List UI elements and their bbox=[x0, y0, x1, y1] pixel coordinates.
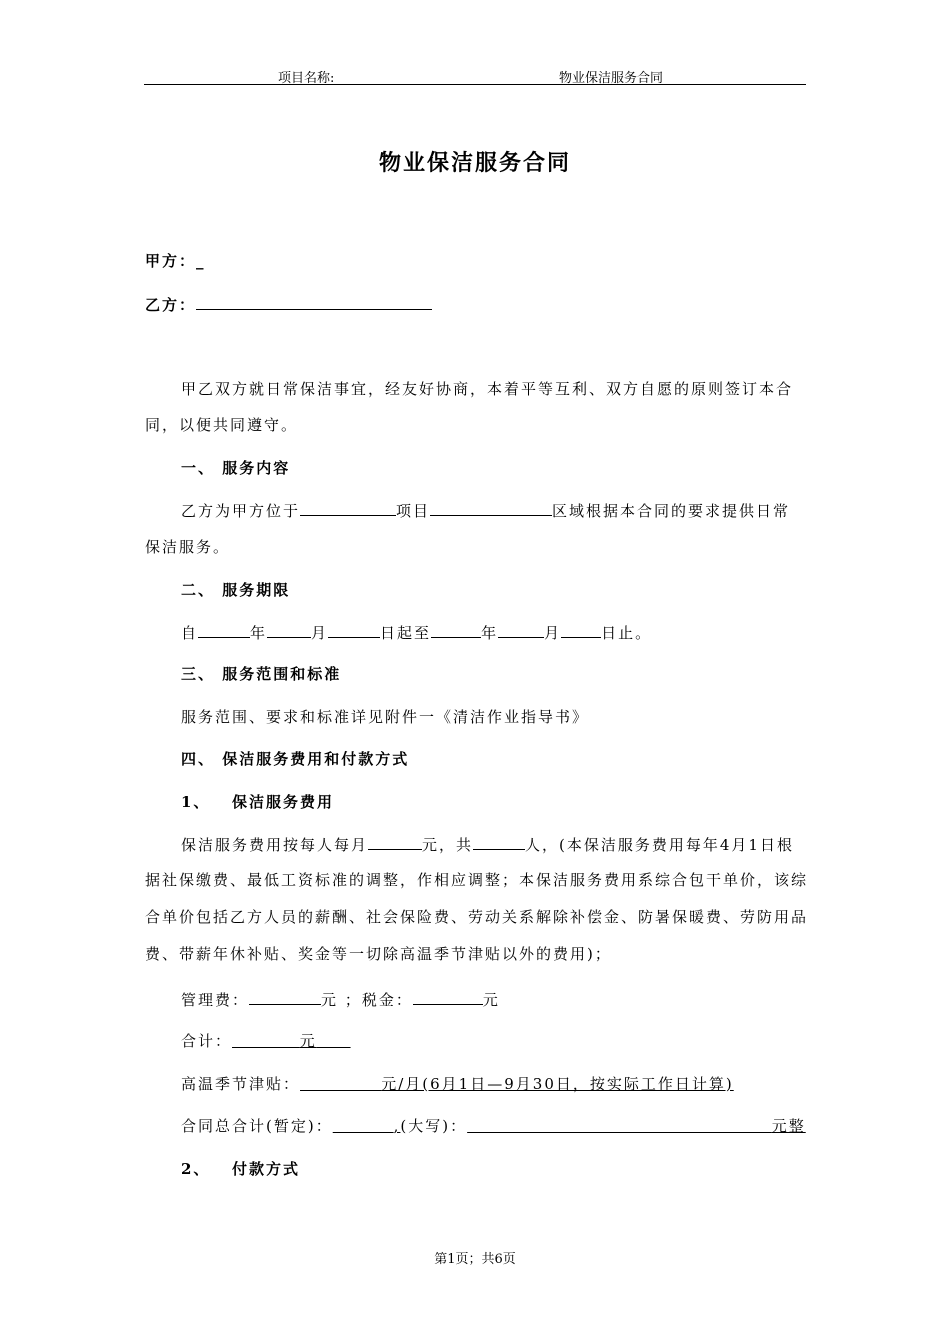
header-doc-title: 物业保洁服务合同 bbox=[559, 71, 664, 86]
start-year-blank bbox=[198, 621, 250, 638]
party-a-label: 甲方： bbox=[145, 252, 197, 270]
management-fee-line: 管理费： 元 ；税金： 元 bbox=[181, 988, 500, 1010]
location-blank bbox=[300, 499, 396, 516]
section-3-body: 服务范围、要求和标准详见附件一《清洁作业指导书》 bbox=[181, 708, 590, 726]
subsection-2-number: 2、 bbox=[181, 1160, 211, 1178]
section-4-heading: 四、 保洁服务费用和付款方式 bbox=[181, 750, 410, 768]
tax-blank bbox=[413, 988, 483, 1005]
grand-total-blank: , bbox=[393, 1117, 401, 1135]
header-divider bbox=[144, 84, 806, 85]
subsection-1-number: 1、 bbox=[181, 793, 211, 811]
service-term-line: 自 年 月 日起至 年 月 日止。 bbox=[181, 621, 652, 643]
party-a-line bbox=[145, 250, 206, 271]
page-title: 物业保洁服务合同 bbox=[378, 150, 571, 176]
subsection-1-title: 保洁服务费用 bbox=[232, 793, 335, 811]
section-1-line-1: 乙方为甲方位于 项目 区域根据本合同的要求提供日常 bbox=[181, 499, 790, 521]
intro-line-1: 甲乙双方就日常保洁事宜，经友好协商，本着平等互利、双方自愿的原则签订本合 bbox=[181, 380, 794, 398]
end-day-blank bbox=[561, 621, 601, 638]
project-blank bbox=[430, 499, 552, 516]
intro-line-2: 同，以便共同遵守。 bbox=[145, 416, 299, 434]
heat-allowance-value: 元/月(6月1日—9月30日，按实际工作日计算) bbox=[381, 1075, 734, 1093]
grand-total-words-blank: 元整 bbox=[771, 1117, 806, 1135]
section-2-heading: 二、 服务期限 bbox=[181, 581, 291, 599]
subsection-2-title: 付款方式 bbox=[232, 1160, 301, 1178]
end-month-blank bbox=[498, 621, 544, 638]
monthly-fee-blank bbox=[368, 833, 422, 850]
grand-total-line: 合同总合计(暂定)： ,(大写)： 元整 bbox=[181, 1117, 806, 1135]
section-1-heading: 一、 服务内容 bbox=[181, 459, 291, 477]
section-3-heading: 三、 服务范围和标准 bbox=[181, 665, 342, 683]
total-blank: 元 bbox=[299, 1032, 317, 1050]
party-b-label: 乙方： bbox=[145, 296, 197, 314]
end-year-blank bbox=[431, 621, 481, 638]
total-line: 合计： 元 bbox=[181, 1030, 351, 1051]
fee-line-4: 费、带薪年休补贴、奖金等一切除高温季节津贴以外的费用)； bbox=[145, 945, 612, 963]
fee-line-2: 据社保缴费、最低工资标准的调整，作相应调整；本保洁服务费用系综合包干单价，该综 bbox=[145, 871, 809, 889]
party-b-line bbox=[145, 293, 432, 315]
fee-line-1: 保洁服务费用按每人每月 元，共 人，(本保洁服务费用每年4月1日根 bbox=[181, 833, 794, 855]
headcount-blank bbox=[473, 833, 525, 850]
party-a-blank: _ bbox=[196, 252, 206, 270]
start-day-blank bbox=[328, 621, 380, 638]
start-month-blank bbox=[267, 621, 311, 638]
page-footer: 第1页；共6页 bbox=[434, 1252, 516, 1267]
heat-allowance-line: 高温季节津贴： 元/月(6月1日—9月30日，按实际工作日计算) bbox=[181, 1075, 734, 1093]
header-project-label: 项目名称: bbox=[278, 71, 335, 86]
party-b-blank bbox=[196, 293, 432, 310]
fee-line-3: 合单价包括乙方人员的薪酬、社会保险费、劳动关系解除补偿金、防暑保暖费、劳防用品 bbox=[145, 908, 809, 926]
management-fee-blank bbox=[249, 988, 321, 1005]
section-1-line-2: 保洁服务。 bbox=[145, 538, 231, 556]
